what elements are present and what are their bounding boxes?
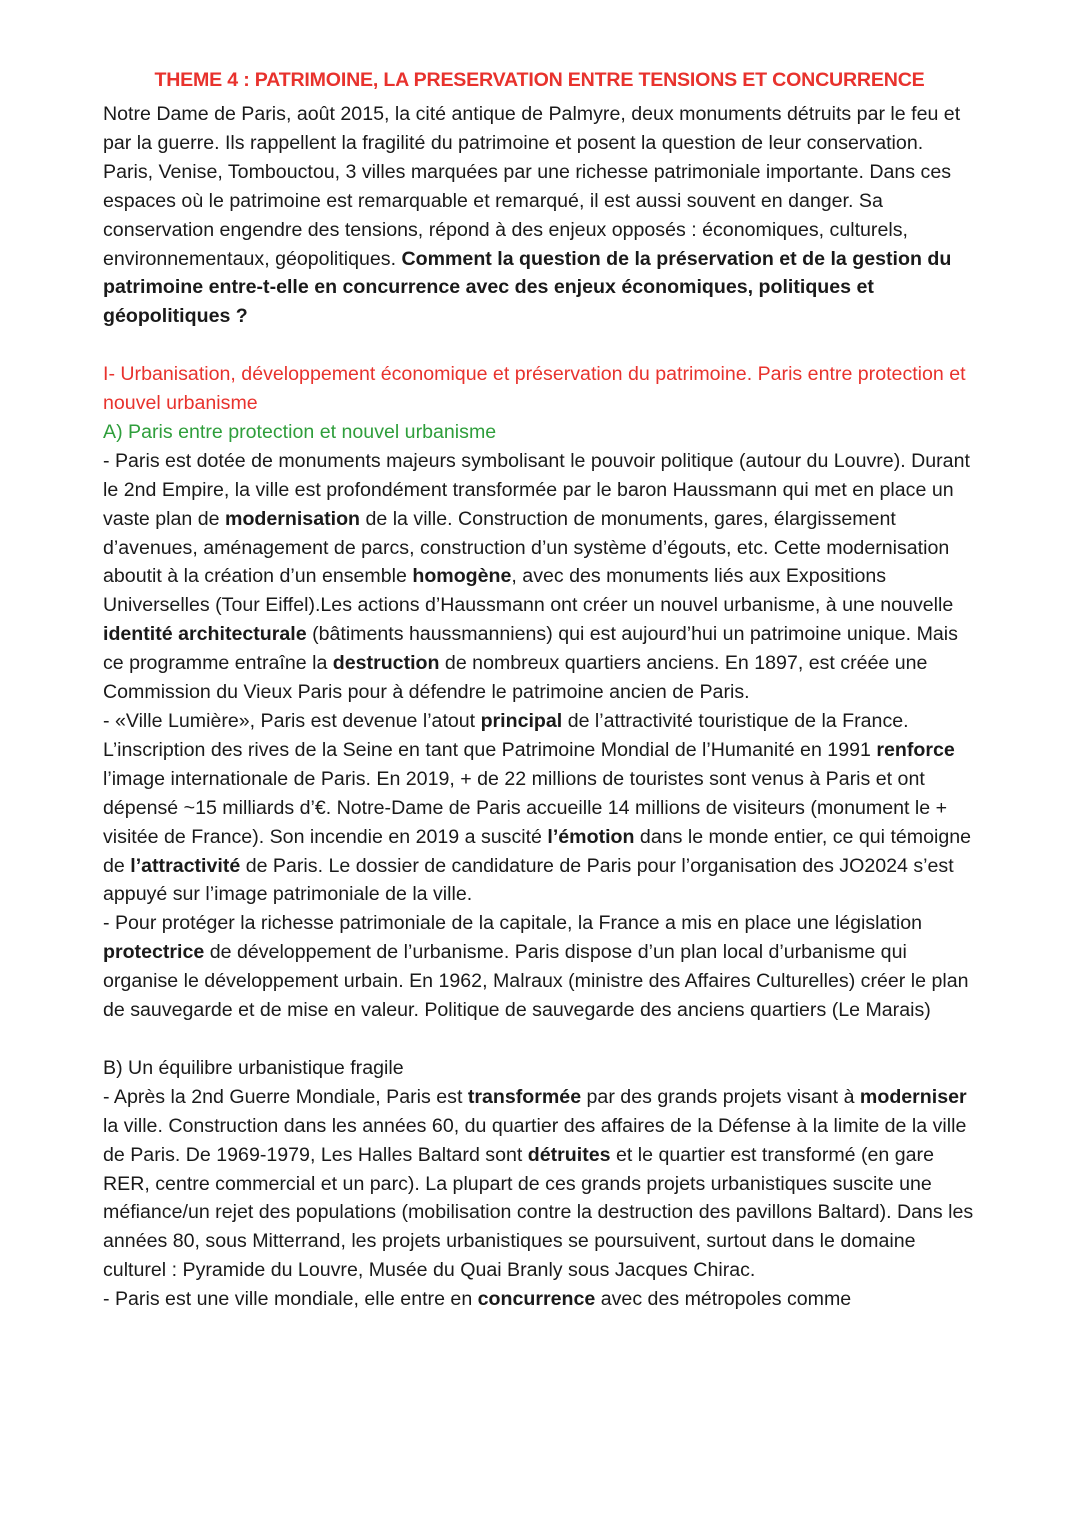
text-run: - Paris est une ville mondiale, elle entre en [103, 1288, 478, 1311]
section-b-paragraph-2 [103, 1285, 976, 1314]
text-run: de nombreux quartiers anciens. En 1897, est créée une Commission du Vieux Paris pour à défendre le patrimoine ancien de Paris. [103, 652, 928, 704]
section-a-paragraph-2 [103, 707, 976, 909]
bold-term: détruites [527, 1143, 611, 1166]
spacer [103, 331, 976, 360]
text-run: la ville. Construction dans les années 60, du quartier des affaires de la Défense à la limite de la ville de Paris. De 1969-1979, Les Halles Baltard sont [103, 1114, 967, 1166]
bold-term: modernisation [225, 507, 361, 530]
bold-term: l’attractivité [130, 854, 241, 877]
text-run: l’image internationale de Paris. En 2019, + de 22 millions de touristes sont venus à Paris et ont dépensé ~15 milliards d’€. Notre-Dame de Paris accueille 14 millions de visiteurs (monument le + visitée de France). Son incendie en 2019 a suscité [103, 767, 948, 848]
problem-question: Comment la question de la préservation et de la gestion du patrimoine entre-t-elle en concurrence avec des enjeux économiques, politiques et géopolitiques ? [103, 247, 952, 328]
text-run: - Après la 2nd Guerre Mondiale, Paris est [103, 1085, 468, 1108]
part1-heading: I- Urbanisation, développement économique et préservation du patrimoine. Paris entre protection et nouvel urbanisme [103, 363, 966, 415]
section-b-paragraph-1 [103, 1083, 976, 1285]
text-run: de l’attractivité touristique de la France. L’inscription des rives de la Seine en tant que Patrimoine Mondial de l’Humanité en 1991 [103, 710, 909, 761]
bold-term: concurrence [477, 1288, 596, 1311]
section-b-heading: B) Un équilibre urbanistique fragile [103, 1056, 404, 1079]
bold-term: principal [480, 710, 563, 733]
text-run: de Paris. Le dossier de candidature de Paris pour l’organisation des JO2024 s’est appuyé sur l’image patrimoniale de la ville. [103, 854, 954, 906]
bold-term: transformée [467, 1085, 582, 1108]
text-run: dans le monde entier, ce qui témoigne de [103, 825, 972, 877]
text-run: (bâtiments haussmanniens) qui est aujourd’hui un patrimoine unique. Mais ce programme entraîne la [103, 623, 958, 675]
text-run: , avec des monuments liés aux Expositions Universelles (Tour Eiffel).Les actions d’Haussmann ont créer un nouvel urbanisme, à une nouvelle [103, 565, 954, 617]
text-run: de développement de l’urbanisme. Paris dispose d’un plan local d’urbanisme qui organise le développement urbain. En 1962, Malraux (ministre des Affaires Culturelles) créer le plan de sauvegarde et de mise en valeur. Politique de sauvegarde des anciens quartiers (Le Marais) [103, 941, 969, 1022]
bold-term: homogène [412, 565, 512, 588]
spacer [103, 1025, 976, 1054]
bold-term: l’émotion [547, 825, 635, 848]
text-run: et le quartier est transformé (en gare RER, centre commercial et un parc). La plupart de ces grands projets urbanistiques suscite une méfiance/un rejet des populations (mobilisation contre la destruction des pavillons Baltard). Dans les années 80, sous Mitterrand, les projets urbanistiques se poursuivent, surtout dans le domaine culturel : Pyramide du Louvre, Musée du Quai Branly sous Jacques Chirac. [103, 1143, 974, 1282]
page-title: THEME 4 : PATRIMOINE, LA PRESERVATION ENTRE TENSIONS ET CONCURRENCE [154, 69, 925, 91]
text-run: - «Ville Lumière», Paris est devenue l’atout [103, 710, 481, 733]
text-run: par des grands projets visant à [581, 1085, 860, 1108]
section-a-paragraph-1 [103, 447, 976, 707]
section-a-paragraph-3 [103, 909, 976, 1025]
bold-term: destruction [332, 652, 440, 675]
bold-term: moderniser [859, 1085, 967, 1108]
bold-term: renforce [876, 738, 955, 761]
text-run: - Paris est dotée de monuments majeurs symbolisant le pouvoir politique (autour du Louvre). Durant le 2nd Empire, la ville est profondément transformée par le baron Haussmann qui met en place un vaste plan de [103, 449, 970, 530]
bold-term: identité architecturale [103, 623, 307, 646]
intro-paragraph [103, 100, 976, 331]
text-run: - Pour protéger la richesse patrimoniale de la capitale, la France a mis en place une législation [103, 912, 923, 935]
text-run: avec des métropoles comme [595, 1288, 852, 1311]
bold-term: protectrice [103, 941, 205, 964]
text-run: de la ville. Construction de monuments, gares, élargissement d’avenues, aménagement de parcs, construction d’un système d’égouts, etc. Cette modernisation aboutit à la création d’un ensemble [103, 507, 950, 588]
intro-text: Notre Dame de Paris, août 2015, la cité antique de Palmyre, deux monuments détruits par le feu et par la guerre. Ils rappellent la fragilité du patrimoine et posent la question de leur conservation. Paris, Venise, Tombouctou, 3 villes marquées par une richesse patrimoniale importante. Dans ces espaces où le patrimoine est remarquable et remarqué, il est aussi souvent en danger. Sa conservation engendre des tensions, répond à des enjeux opposés : économiques, culturels, environnementaux, géopolitiques. [103, 103, 961, 270]
section-a-heading: A) Paris entre protection et nouvel urbanisme [103, 420, 497, 443]
